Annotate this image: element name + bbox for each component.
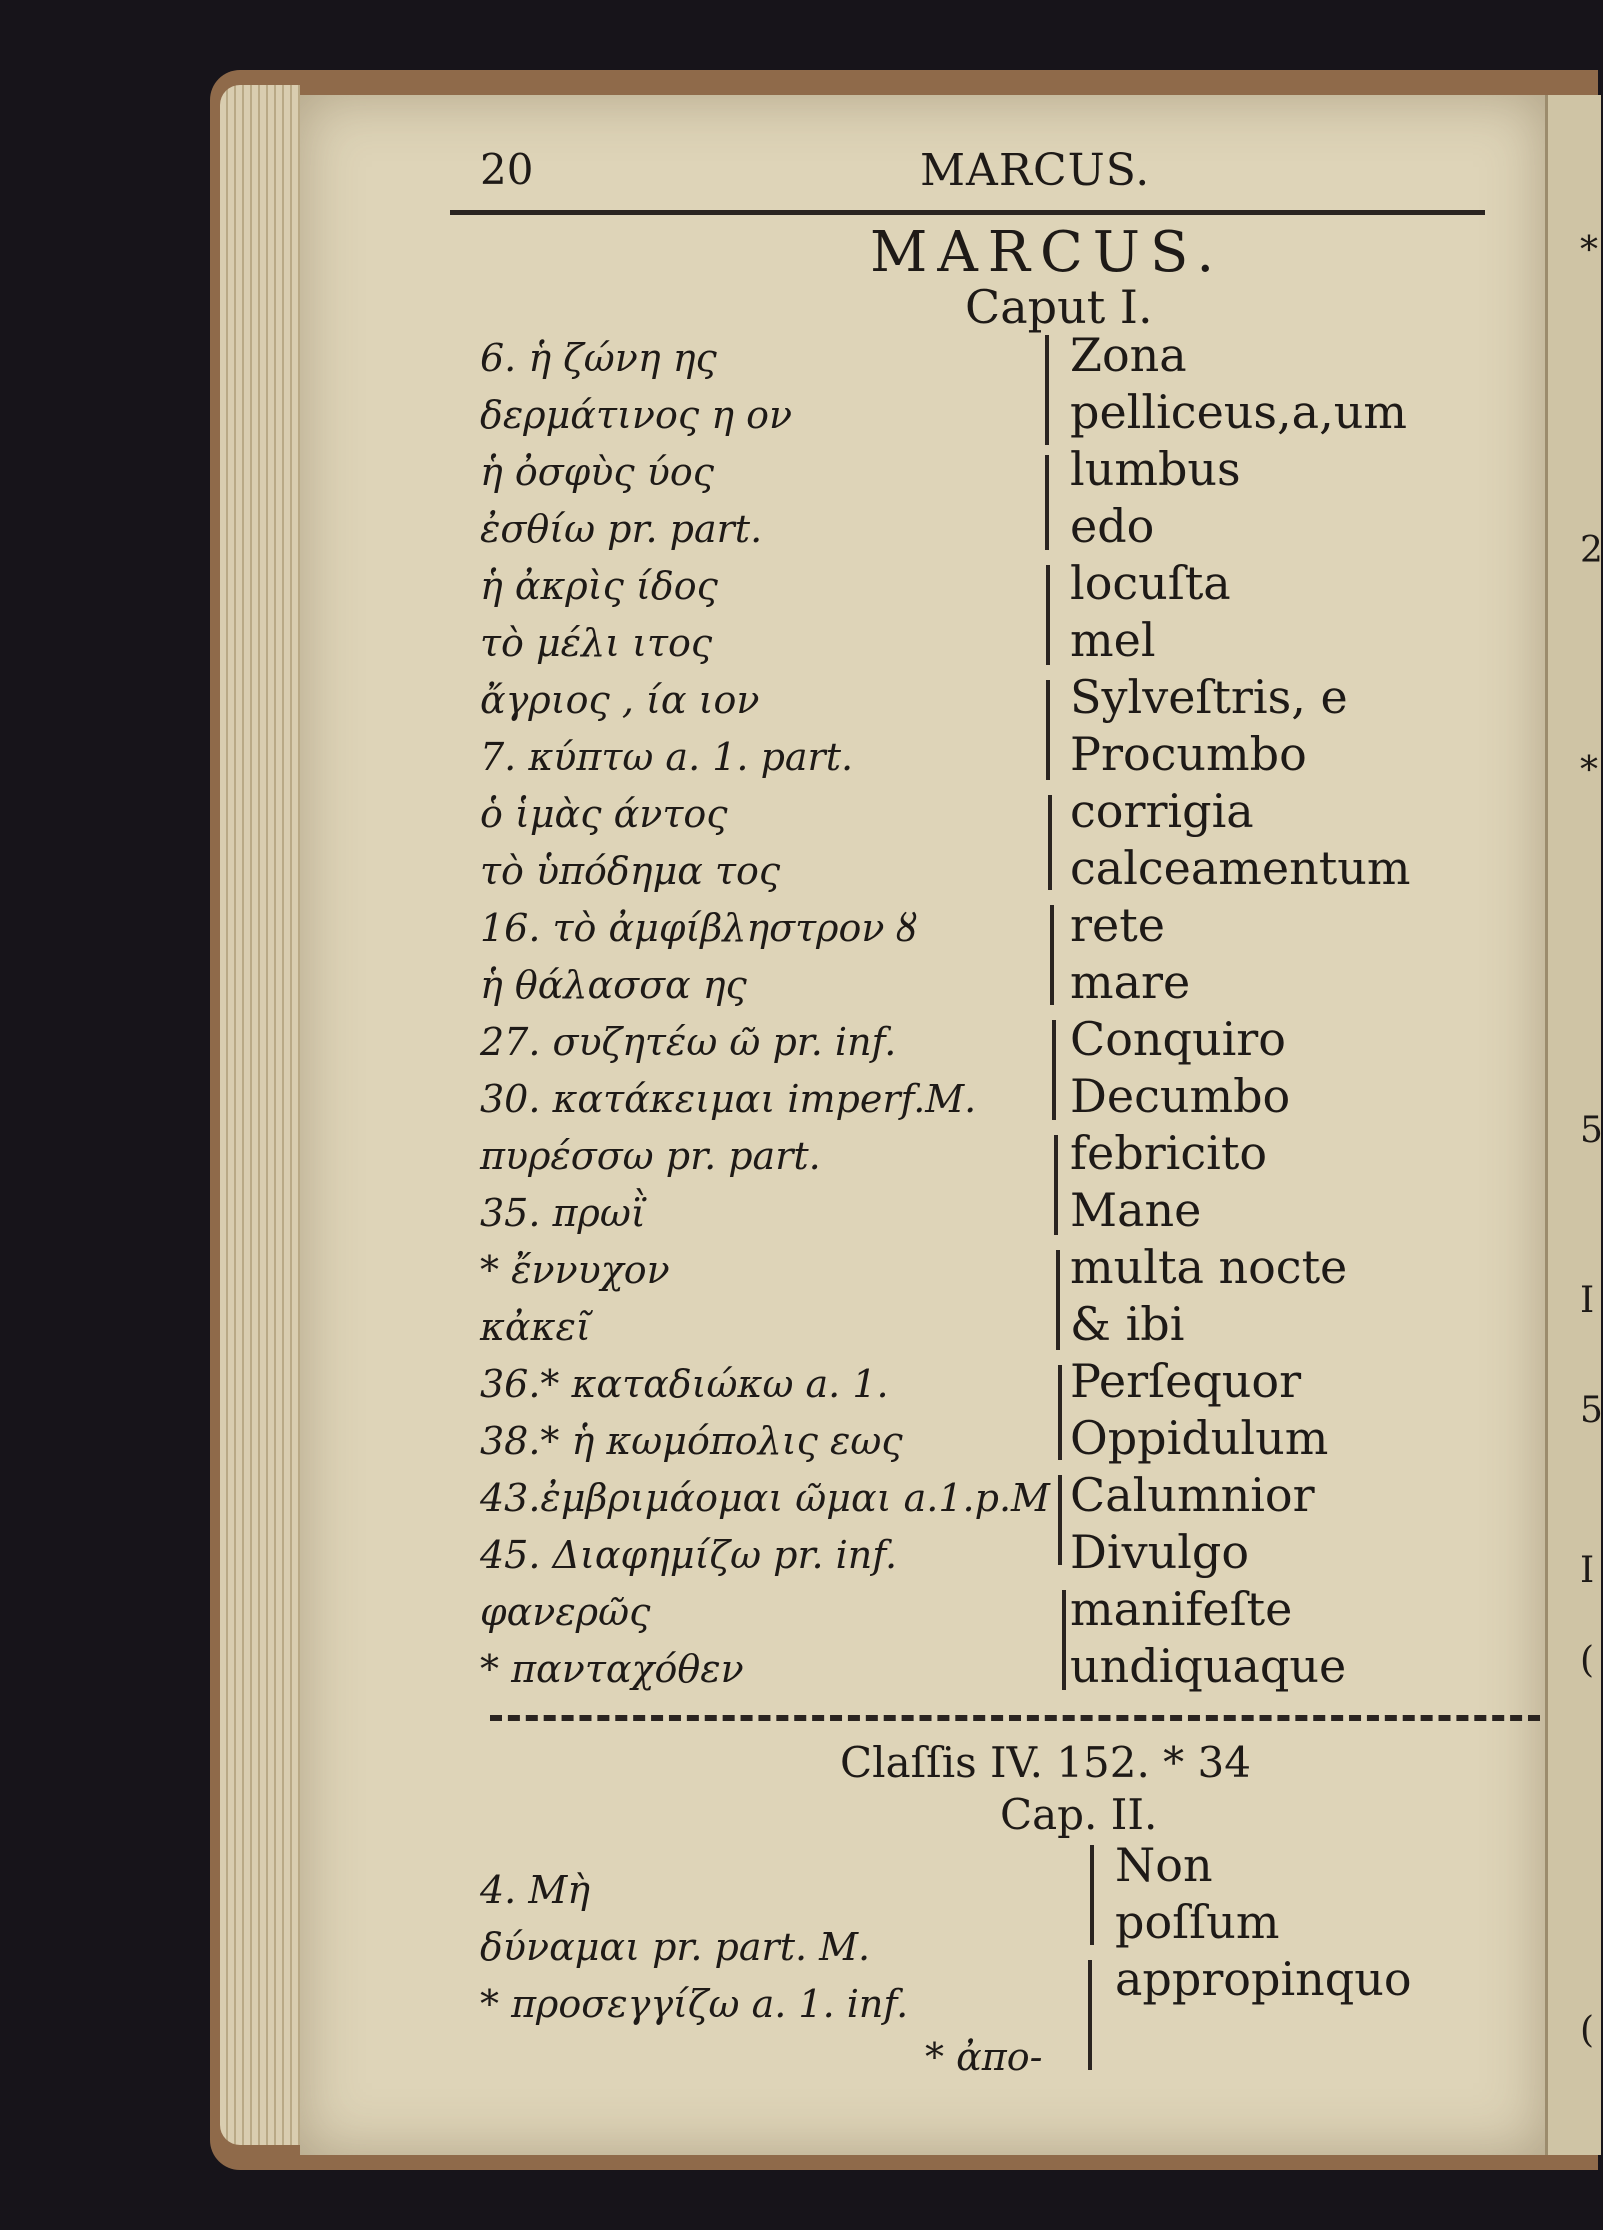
latin-entry: Conquiro <box>1070 1012 1286 1066</box>
classis-line: Claſſis IV. 152. * 34 <box>840 1738 1251 1787</box>
greek-entry: ἐσθίω pr. part. <box>480 507 763 551</box>
facing-page-char: 2 <box>1580 530 1603 571</box>
column-divider <box>1050 905 1054 1005</box>
latin-entry: Non <box>1115 1838 1213 1892</box>
greek-entry: 30. κατάκειμαι imperf.M. <box>480 1077 977 1121</box>
greek-entry: * πανταχόθεν <box>480 1647 744 1691</box>
facing-page-char: I <box>1580 1550 1595 1591</box>
chapter-title: Caput I. <box>965 280 1153 334</box>
latin-entry: poſſum <box>1115 1895 1280 1949</box>
column-divider <box>1058 1365 1062 1460</box>
header-rule <box>450 210 1485 215</box>
facing-page-char: 5 <box>1580 1390 1603 1431</box>
section-separator <box>490 1715 1540 1721</box>
book-title: MARCUS. <box>870 220 1225 285</box>
running-title: MARCUS. <box>920 145 1151 196</box>
facing-page-char: * <box>1580 750 1598 791</box>
latin-entry: Mane <box>1070 1183 1202 1237</box>
column-divider <box>1056 1250 1060 1350</box>
greek-entry: πυρέσσω pr. part. <box>480 1134 821 1178</box>
facing-page-char: ( <box>1580 2010 1595 2051</box>
latin-entry: locuſta <box>1070 556 1231 610</box>
greek-entry: φανερῶς <box>480 1590 651 1634</box>
greek-entry: δερμάτινος η ον <box>480 393 793 437</box>
facing-page-char: 5 <box>1580 1110 1603 1151</box>
latin-entry: mare <box>1070 955 1191 1009</box>
column-divider <box>1048 795 1052 890</box>
latin-entry: pelliceus,a,um <box>1070 385 1407 439</box>
greek-entry: 36.* καταδιώκω a. 1. <box>480 1362 889 1406</box>
facing-page-char: ( <box>1580 1640 1595 1681</box>
latin-entry: Procumbo <box>1070 727 1307 781</box>
latin-entry: edo <box>1070 499 1155 553</box>
greek-entry: ἄγριος , ία ιον <box>480 678 760 722</box>
latin-entry: undiquaque <box>1070 1639 1347 1693</box>
column-divider <box>1054 1135 1058 1235</box>
greek-entry: * ἔννυχον <box>480 1248 670 1292</box>
page-number: 20 <box>480 145 534 194</box>
greek-entry: κἀκεῖ <box>480 1305 591 1349</box>
greek-entry: 6. ἡ ζώνη ης <box>480 336 717 380</box>
facing-page-char: * <box>1580 230 1598 271</box>
latin-entry: corrigia <box>1070 784 1254 838</box>
greek-entry: 45. Διαφημίζω pr. inf. <box>480 1533 898 1577</box>
page-stack-edge <box>220 85 300 2145</box>
latin-entry: calceamentum <box>1070 841 1411 895</box>
greek-entry: 16. τὸ ἀμφίβληστρον ȣ <box>480 906 918 950</box>
greek-entry: 27. συζητέω ῶ pr. inf. <box>480 1020 897 1064</box>
greek-entry: ἡ θάλασσα ης <box>480 963 747 1007</box>
latin-entry: mel <box>1070 613 1156 667</box>
greek-entry: τὸ ὑπόδημα τος <box>480 849 781 893</box>
latin-entry: Zona <box>1070 328 1187 382</box>
column-divider <box>1090 1845 1094 1945</box>
greek-entry: 38.* ἡ κωμόπολις εως <box>480 1419 903 1463</box>
running-header <box>450 145 1480 205</box>
greek-entry: * προσεγγίζω a. 1. inf. <box>480 1982 909 2026</box>
column-divider <box>1052 1020 1056 1120</box>
latin-entry: Decumbo <box>1070 1069 1291 1123</box>
column-divider <box>1045 335 1049 445</box>
latin-entry: Perſequor <box>1070 1354 1302 1408</box>
latin-entry: Calumnior <box>1070 1468 1315 1522</box>
column-divider <box>1088 1960 1092 2070</box>
greek-entry: ὁ ἱμὰς άντος <box>480 792 728 836</box>
column-divider <box>1062 1590 1066 1690</box>
greek-entry: 7. κύπτω a. 1. part. <box>480 735 854 779</box>
latin-entry: lumbus <box>1070 442 1241 496</box>
column-divider <box>1058 1475 1062 1565</box>
latin-entry: multa nocte <box>1070 1240 1348 1294</box>
column-divider <box>1046 565 1050 665</box>
greek-entry: 35. πρωῒ <box>480 1191 646 1235</box>
latin-entry: & ibi <box>1070 1297 1185 1351</box>
latin-entry: Oppidulum <box>1070 1411 1329 1465</box>
latin-entry: Sylveſtris, e <box>1070 670 1348 724</box>
latin-entry: manifeſte <box>1070 1582 1293 1636</box>
greek-entry: δύναμαι pr. part. M. <box>480 1925 871 1969</box>
latin-entry: rete <box>1070 898 1165 952</box>
latin-entry: appropinquo <box>1115 1952 1412 2006</box>
facing-page-char: I <box>1580 1280 1595 1321</box>
column-divider <box>1045 455 1049 550</box>
chapter-title: Cap. II. <box>1000 1790 1158 1839</box>
catchword: * ἀπο- <box>925 2035 1043 2079</box>
column-divider <box>1046 680 1050 780</box>
latin-entry: Divulgo <box>1070 1525 1250 1579</box>
greek-entry: ἡ ὀσφὺς ύος <box>480 450 714 494</box>
greek-entry: τὸ μέλι ιτος <box>480 621 713 665</box>
greek-entry: ἡ ἀκρὶς ίδος <box>480 564 718 608</box>
greek-entry: 4. Μὴ <box>480 1868 591 1912</box>
latin-entry: febricito <box>1070 1126 1268 1180</box>
greek-entry: 43.ἐμβριμάομαι ῶμαι a.1.p.M <box>480 1476 1050 1520</box>
